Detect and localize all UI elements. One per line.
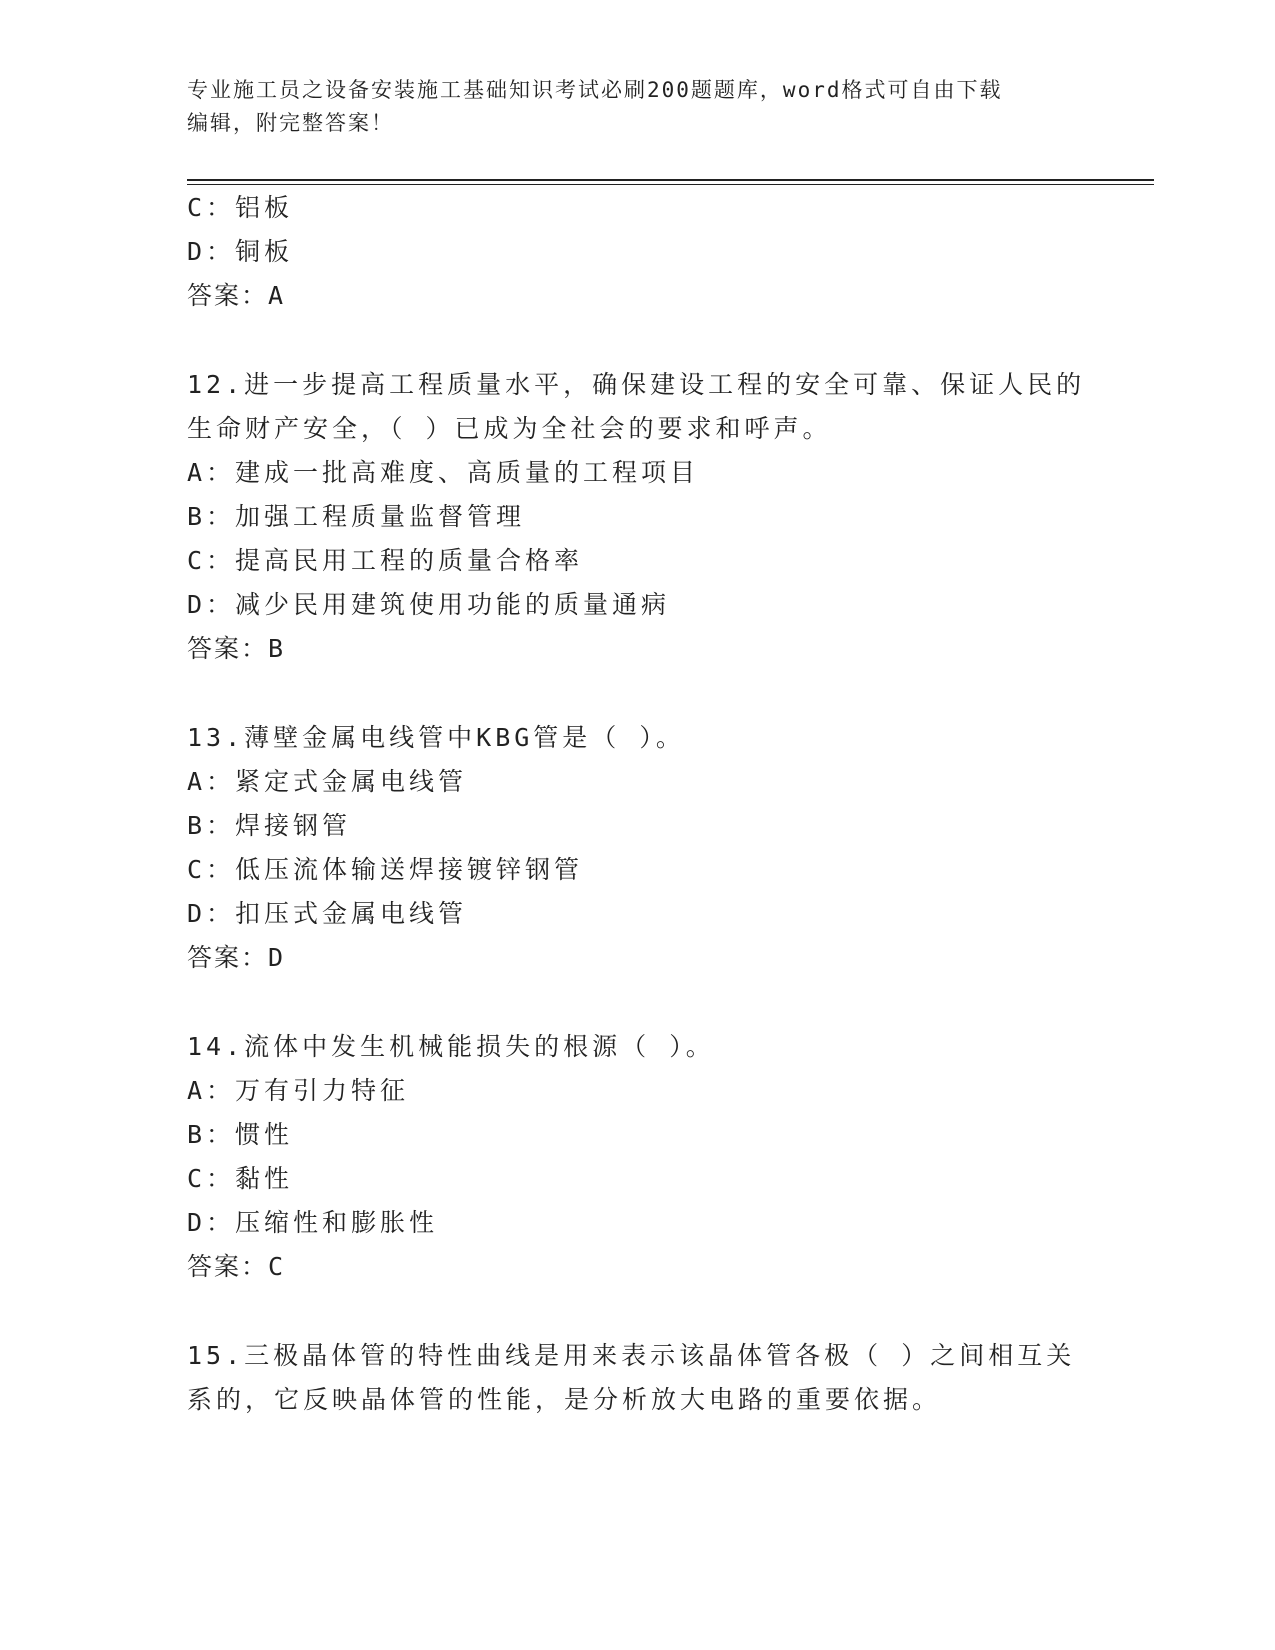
q14-option-b: B：惯性 [187, 1120, 294, 1149]
q13-option-c: C：低压流体输送焊接镀锌钢管 [187, 855, 584, 884]
q12-option-d: D：减少民用建筑使用功能的质量通病 [187, 590, 671, 619]
q12-stem-line-1: 12.进一步提高工程质量水平，确保建设工程的安全可靠、保证人民的 [187, 370, 1086, 399]
q14-stem-line-1: 14.流体中发生机械能损失的根源（ ）。 [187, 1032, 715, 1061]
q15-stem-line-2: 系的，它反映晶体管的性能，是分析放大电路的重要依据。 [187, 1385, 942, 1414]
q12-option-b: B：加强工程质量监督管理 [187, 502, 526, 531]
q13-option-d: D：扣压式金属电线管 [187, 899, 468, 928]
q12-option-c: C：提高民用工程的质量合格率 [187, 546, 584, 575]
q14-option-a: A：万有引力特征 [187, 1076, 410, 1105]
q13-option-b: B：焊接钢管 [187, 811, 352, 840]
q12-answer: 答案：B [187, 634, 286, 663]
q11-answer: 答案：A [187, 281, 286, 310]
header-divider-thick [187, 179, 1154, 181]
header-line-1: 专业施工员之设备安装施工基础知识考试必刷200题题库，word格式可自由下载 [187, 78, 1003, 102]
q14-option-d: D：压缩性和膨胀性 [187, 1208, 439, 1237]
q12-option-a: A：建成一批高难度、高质量的工程项目 [187, 458, 700, 487]
q13-answer: 答案：D [187, 943, 286, 972]
q15-stem-line-1: 15.三极晶体管的特性曲线是用来表示该晶体管各极（ ）之间相互关 [187, 1341, 1076, 1370]
q14-option-c: C：黏性 [187, 1164, 294, 1193]
q11-option-d: D：铜板 [187, 237, 294, 266]
q11-option-c: C：铝板 [187, 193, 294, 222]
q12-stem-line-2: 生命财产安全，（ ）已成为全社会的要求和呼声。 [187, 414, 832, 443]
header-divider-thin [187, 184, 1154, 185]
header-line-2: 编辑，附完整答案！ [187, 111, 394, 135]
q13-option-a: A：紧定式金属电线管 [187, 767, 468, 796]
q14-answer: 答案：C [187, 1252, 286, 1281]
document-header [187, 74, 1087, 140]
q13-stem-line-1: 13.薄壁金属电线管中KBG管是（ ）。 [187, 723, 685, 752]
